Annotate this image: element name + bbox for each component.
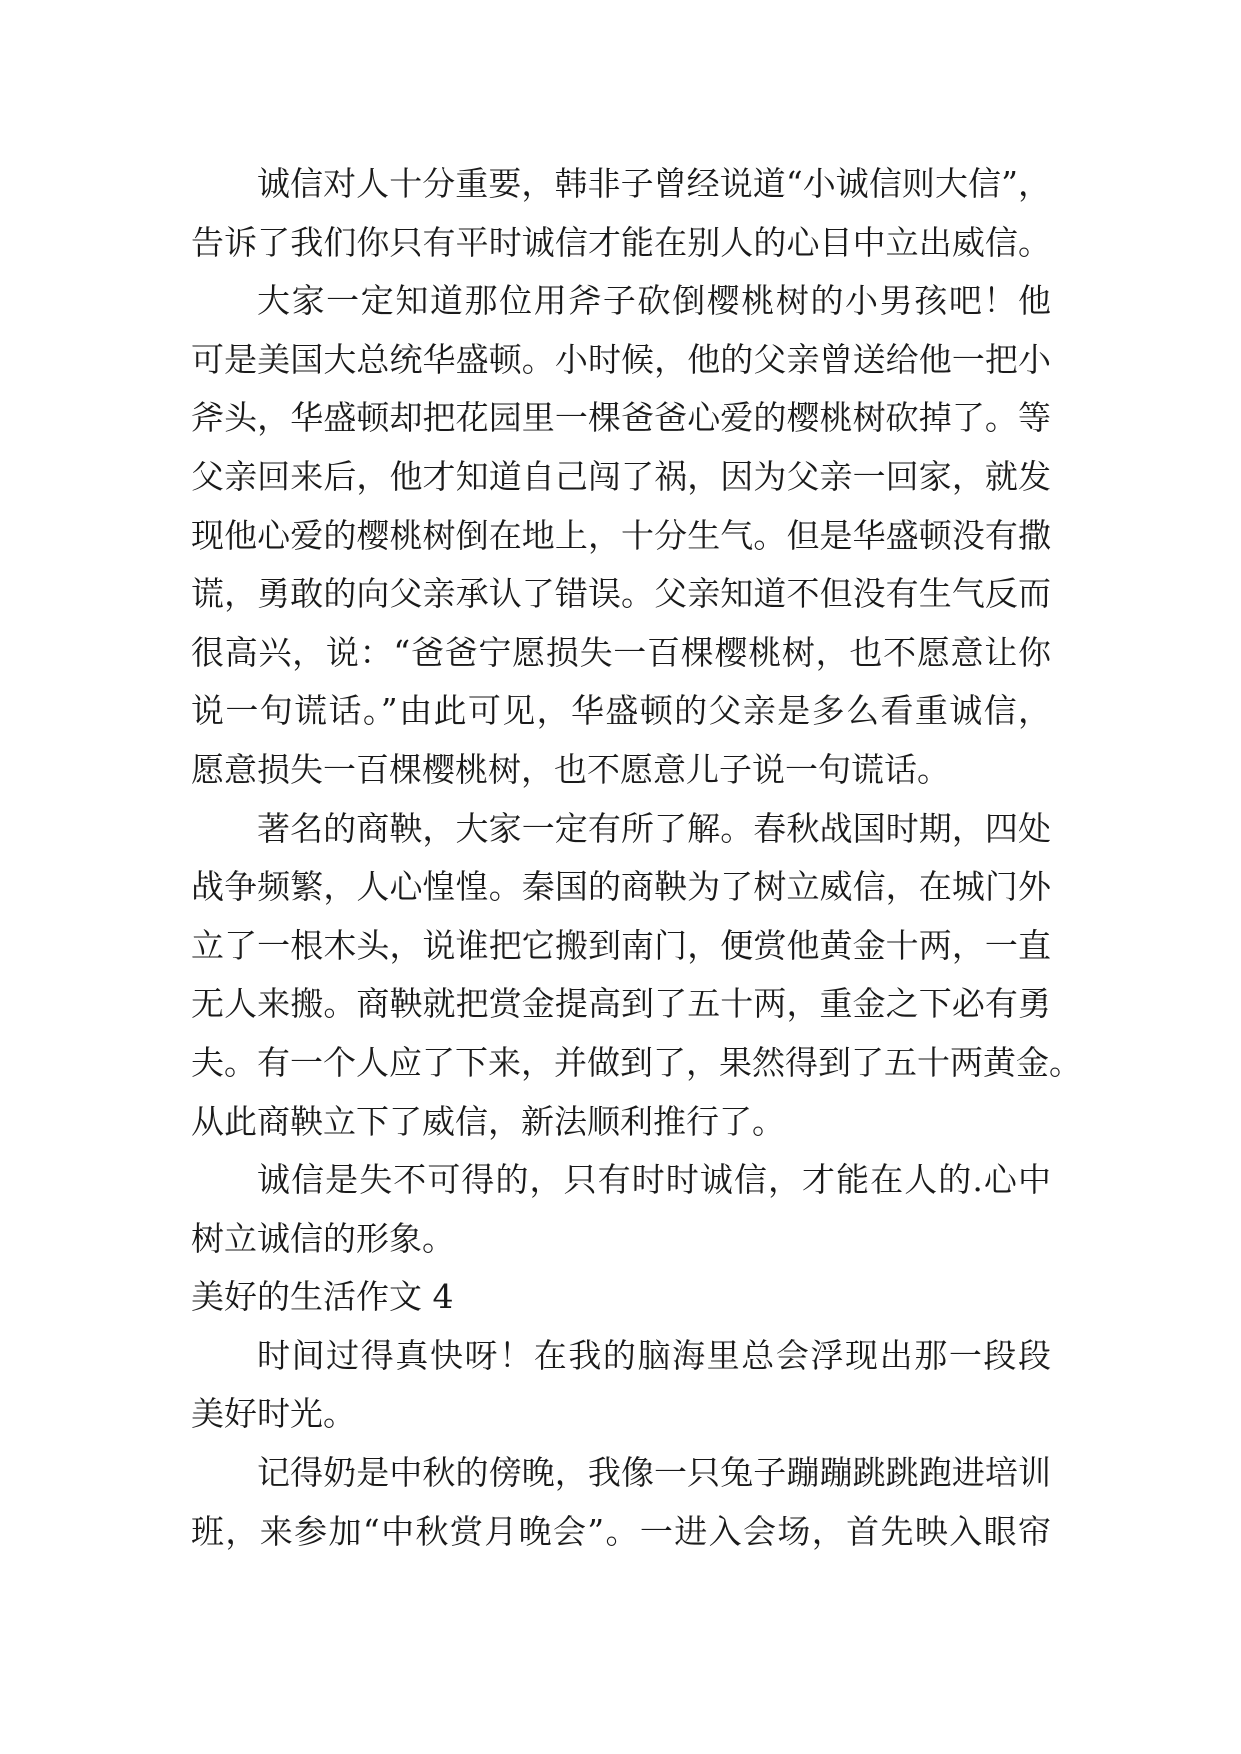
paragraph-line: 时间过得真快呀！在我的脑海里总会浮现出那一段段 [257,1335,1051,1375]
paragraph-line: 从此商鞅立下了威信，新法顺利推行了。 [191,1101,785,1141]
paragraph-line: 谎，勇敢的向父亲承认了错误。父亲知道不但没有生气反而 [191,574,1051,614]
paragraph-line: 美好时光。 [191,1394,356,1434]
paragraph-line: 很高兴，说：“爸爸宁愿损失一百棵樱桃树，也不愿意让你 [191,632,1051,672]
paragraph-line: 诚信对人十分重要，韩非子曾经说道“小诚信则大信”， [257,164,1051,203]
paragraph-line: 立了一根木头，说谁把它搬到南门，便赏他黄金十两，一直 [191,925,1051,965]
paragraph-line: 说一句谎话。”由此可见，华盛顿的父亲是多么看重诚信， [191,691,1051,731]
paragraph-line: 诚信是失不可得的，只有时时诚信，才能在人的.心中 [257,1160,1051,1200]
section-heading: 美好的生活作文 4 [191,1277,454,1317]
paragraph-line: 记得奶是中秋的傍晚，我像一只兔子蹦蹦跳跳跑进培训 [257,1453,1051,1493]
paragraph-line: 无人来搬。商鞅就把赏金提高到了五十两，重金之下必有勇 [191,984,1051,1024]
paragraph-line: 现他心爱的樱桃树倒在地上，十分生气。但是华盛顿没有撒 [191,515,1051,555]
paragraph-line: 可是美国大总统华盛顿。小时候，他的父亲曾送给他一把小 [191,339,1051,379]
paragraph-line: 战争频繁，人心惶惶。秦国的商鞅为了树立威信，在城门外 [191,867,1051,907]
paragraph-line: 父亲回来后，他才知道自己闯了祸，因为父亲一回家，就发 [191,456,1051,496]
paragraph-line: 夫。有一个人应了下来，并做到了，果然得到了五十两黄金。 [191,1042,1082,1082]
paragraph-line: 斧头，华盛顿却把花园里一棵爸爸心爱的樱桃树砍掉了。等 [191,398,1051,438]
paragraph-line: 班，来参加“中秋赏月晚会”。一进入会场，首先映入眼帘 [191,1511,1051,1551]
paragraph-line: 大家一定知道那位用斧子砍倒樱桃树的小男孩吧！他 [257,281,1051,321]
paragraph-line: 愿意损失一百棵樱桃树，也不愿意儿子说一句谎话。 [191,749,950,789]
paragraph-line: 告诉了我们你只有平时诚信才能在别人的心目中立出威信。 [191,222,1051,262]
paragraph-line: 著名的商鞅，大家一定有所了解。春秋战国时期，四处 [257,808,1051,848]
essay-body [191,155,1082,1561]
paragraph-line: 树立诚信的形象。 [191,1218,455,1258]
